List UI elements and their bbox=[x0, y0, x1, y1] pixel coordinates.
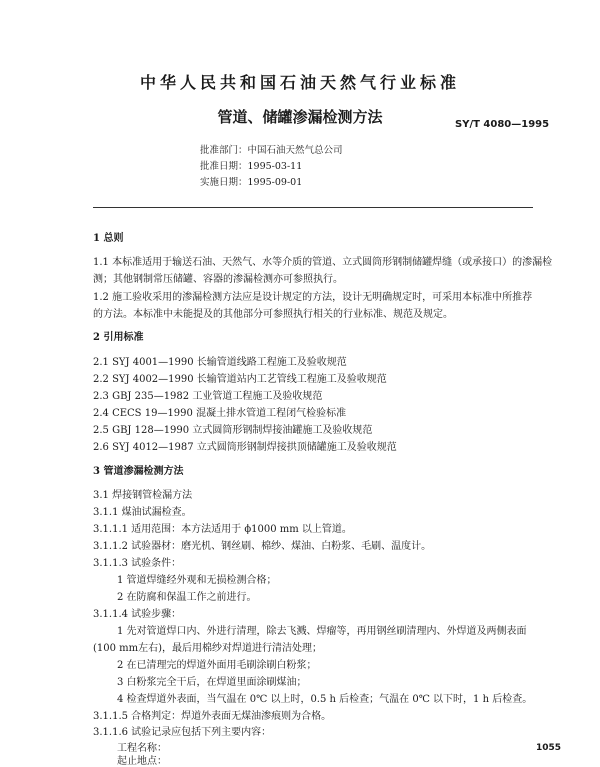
clause-3-1-1-5: 3.1.1.5 合格判定：焊道外表面无煤油渗痕则为合格。 bbox=[93, 711, 332, 722]
section-2-heading: 2 引用标准 bbox=[93, 332, 144, 343]
clause-1-2-line-2: 的方法。本标准中未能提及的其他部分可参照执行相关的行业标准、规范及规定。 bbox=[93, 309, 453, 320]
clause-3-1: 3.1 焊接钢管检漏方法 bbox=[93, 490, 193, 501]
section-3-heading: 3 管道渗漏检测方法 bbox=[93, 466, 184, 477]
ref-2-2: 2.2 SYJ 4002—1990 长输管道站内工艺管线工程施工及验收规范 bbox=[93, 374, 387, 385]
clause-3-1-1: 3.1.1 煤油试漏检查。 bbox=[93, 507, 192, 518]
ref-2-5: 2.5 GBJ 128—1990 立式圆筒形钢制焊接油罐施工及验收规范 bbox=[93, 425, 373, 436]
standard-org-header: 中华人民共和国石油天然气行业标准 bbox=[139, 73, 460, 92]
clause-3-1-1-4: 3.1.1.4 试验步骤： bbox=[93, 609, 182, 620]
step-item-3: 3 白粉浆完全干后，在焊道里面涂刷煤油； bbox=[117, 677, 307, 688]
clause-3-1-1-1: 3.1.1.1 适用范围：本方法适用于 ϕ1000 mm 以上管道。 bbox=[93, 524, 352, 535]
ref-2-6: 2.6 SYJ 4012—1987 立式圆筒形钢制焊接拱顶储罐施工及验收规范 bbox=[93, 442, 397, 453]
clause-3-1-1-6: 3.1.1.6 试验记录应包括下列主要内容： bbox=[93, 727, 272, 738]
ref-2-1: 2.1 SYJ 4001—1990 长输管道线路工程施工及验收规范 bbox=[93, 357, 347, 368]
clause-3-1-1-3: 3.1.1.3 试验条件： bbox=[93, 558, 182, 569]
document-title: 管道、储罐渗漏检测方法 bbox=[217, 108, 383, 126]
approver: 批准部门：中国石油天然气总公司 bbox=[200, 145, 343, 156]
clause-1-2-line-1: 1.2 施工验收采用的渗漏检测方法应是设计规定的方法，设计无明确规定时，可采用本标准中所推荐 bbox=[93, 292, 533, 303]
section-1-heading: 1 总则 bbox=[93, 233, 124, 244]
record-project-name: 工程名称： bbox=[117, 743, 167, 754]
step-item-1-line-2: (100 mm左右)，最后用棉纱对焊道进行清洁处理； bbox=[93, 643, 323, 654]
approve-date: 批准日期：1995-03-11 bbox=[200, 161, 303, 172]
record-start-end-location: 起止地点： bbox=[117, 756, 167, 767]
ref-2-4: 2.4 CECS 19—1990 混凝土排水管道工程闭气检验标准 bbox=[93, 408, 347, 419]
page-number: 1055 bbox=[536, 743, 562, 753]
clause-1-1-line-2: 测；其他钢制常压储罐、容器的渗漏检测亦可参照执行。 bbox=[93, 274, 343, 285]
standard-number: SY/T 4080—1995 bbox=[455, 119, 550, 130]
step-item-1-line-1: 1 先对管道焊口内、外进行清理，除去飞溅、焊瘤等，再用钢丝刷清理内、外焊道及两侧表面 bbox=[117, 626, 527, 637]
step-item-2: 2 在已清理完的焊道外面用毛刷涂刷白粉浆； bbox=[117, 660, 317, 671]
clause-3-1-1-2: 3.1.1.2 试验器材：磨光机、钢丝刷、棉纱、煤油、白粉浆、毛刷、温度计。 bbox=[93, 541, 432, 552]
effective-date: 实施日期：1995-09-01 bbox=[200, 177, 303, 188]
ref-2-3: 2.3 GBJ 235—1982 工业管道工程施工及验收规范 bbox=[93, 391, 323, 402]
clause-1-1-line-1: 1.1 本标准适用于输送石油、天然气、水等介质的管道、立式圆筒形钢制储罐焊缝（或承接口）的渗漏检 bbox=[93, 257, 553, 268]
condition-item-1: 1 管道焊缝经外观和无损检测合格； bbox=[117, 575, 277, 586]
divider bbox=[93, 207, 533, 208]
condition-item-2: 2 在防腐和保温工作之前进行。 bbox=[117, 592, 257, 603]
step-item-4: 4 检查焊道外表面，当气温在 0℃ 以上时，0.5 h 后检查；气温在 0℃ 以下时，1 h 后检查。 bbox=[117, 694, 533, 705]
